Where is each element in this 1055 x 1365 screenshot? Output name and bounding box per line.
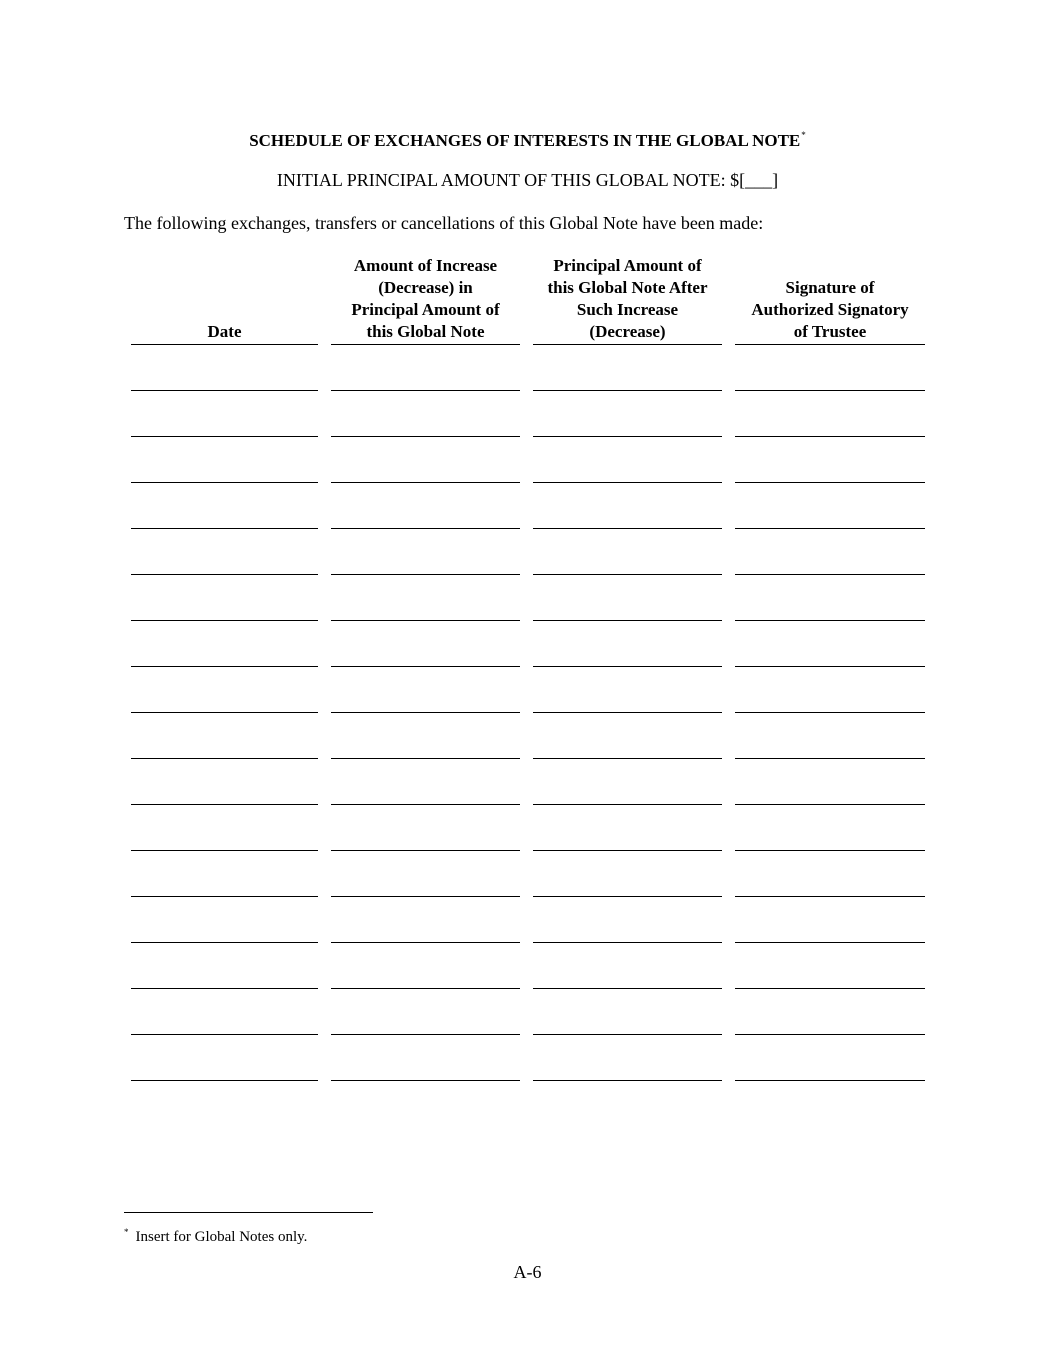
table-cell-blank-line[interactable] <box>131 897 318 943</box>
page-number: A-6 <box>513 1262 542 1282</box>
table-cell-blank-line[interactable] <box>331 575 520 621</box>
table-cell-blank-line[interactable] <box>131 529 318 575</box>
table-cell-blank-line[interactable] <box>331 437 520 483</box>
table-cell-blank-line[interactable] <box>131 713 318 759</box>
table-row <box>131 989 925 1035</box>
column-header-amount-increase-decrease: Amount of Increase (Decrease) in Principal Amount of this Global Note <box>331 255 520 345</box>
table-cell-blank-line[interactable] <box>331 1035 520 1081</box>
table-cell-blank-line[interactable] <box>533 667 722 713</box>
table-cell-blank-line[interactable] <box>735 437 925 483</box>
table-cell-blank-line[interactable] <box>533 851 722 897</box>
table-cell-blank-line[interactable] <box>533 1035 722 1081</box>
table-row <box>131 897 925 943</box>
table-cell-blank-line[interactable] <box>331 529 520 575</box>
initial-principal-line: INITIAL PRINCIPAL AMOUNT OF THIS GLOBAL NOTE: $[___] <box>276 170 779 190</box>
table-cell-blank-line[interactable] <box>533 483 722 529</box>
table-row <box>131 483 925 529</box>
document-title-text: SCHEDULE OF EXCHANGES OF INTERESTS IN THE GLOBAL NOTE <box>249 131 801 150</box>
table-cell-blank-line[interactable] <box>735 621 925 667</box>
table-cell-blank-line[interactable] <box>331 851 520 897</box>
table-cell-blank-line[interactable] <box>735 851 925 897</box>
table-cell-blank-line[interactable] <box>735 345 925 391</box>
footnote-rule <box>124 1212 373 1213</box>
table-cell-blank-line[interactable] <box>735 575 925 621</box>
table-cell-blank-line[interactable] <box>735 989 925 1035</box>
table-cell-blank-line[interactable] <box>131 759 318 805</box>
footnote-text: Insert for Global Notes only. <box>135 1229 308 1245</box>
table-cell-blank-line[interactable] <box>735 805 925 851</box>
footnote <box>124 1222 307 1247</box>
table-cell-blank-line[interactable] <box>735 391 925 437</box>
table-cell-blank-line[interactable] <box>533 575 722 621</box>
table-cell-blank-line[interactable] <box>131 943 318 989</box>
table-cell-blank-line[interactable] <box>533 759 722 805</box>
intro-text: The following exchanges, transfers or cancellations of this Global Note have been made: <box>124 213 764 233</box>
table-cell-blank-line[interactable] <box>331 483 520 529</box>
table-cell-blank-line[interactable] <box>533 805 722 851</box>
table-cell-blank-line[interactable] <box>131 1035 318 1081</box>
table-cell-blank-line[interactable] <box>331 943 520 989</box>
table-body <box>131 345 925 1081</box>
table-row <box>131 621 925 667</box>
table-cell-blank-line[interactable] <box>735 943 925 989</box>
table-cell-blank-line[interactable] <box>735 713 925 759</box>
table-cell-blank-line[interactable] <box>131 391 318 437</box>
table-cell-blank-line[interactable] <box>533 345 722 391</box>
table-cell-blank-line[interactable] <box>533 437 722 483</box>
column-header-principal-after-change: Principal Amount of this Global Note After Such Increase (Decrease) <box>533 255 722 345</box>
table-header-row <box>131 255 925 345</box>
table-cell-blank-line[interactable] <box>131 667 318 713</box>
table-cell-blank-line[interactable] <box>331 989 520 1035</box>
table-row <box>131 851 925 897</box>
table-cell-blank-line[interactable] <box>131 851 318 897</box>
table-cell-blank-line[interactable] <box>131 621 318 667</box>
table-cell-blank-line[interactable] <box>331 759 520 805</box>
table-cell-blank-line[interactable] <box>331 805 520 851</box>
table-cell-blank-line[interactable] <box>331 667 520 713</box>
table-row <box>131 667 925 713</box>
table-cell-blank-line[interactable] <box>735 667 925 713</box>
table-cell-blank-line[interactable] <box>331 345 520 391</box>
table-cell-blank-line[interactable] <box>533 989 722 1035</box>
table-row <box>131 943 925 989</box>
table-cell-blank-line[interactable] <box>533 529 722 575</box>
table-cell-blank-line[interactable] <box>735 759 925 805</box>
table-cell-blank-line[interactable] <box>735 529 925 575</box>
table-cell-blank-line[interactable] <box>331 713 520 759</box>
table-cell-blank-line[interactable] <box>131 575 318 621</box>
table-cell-blank-line[interactable] <box>533 391 722 437</box>
table-row <box>131 575 925 621</box>
table-cell-blank-line[interactable] <box>735 1035 925 1081</box>
table-cell-blank-line[interactable] <box>131 483 318 529</box>
table-cell-blank-line[interactable] <box>331 897 520 943</box>
schedule-table <box>131 255 925 1081</box>
title-footnote-marker: * <box>801 130 806 140</box>
table-row <box>131 345 925 391</box>
document-title <box>0 124 1055 152</box>
table-cell-blank-line[interactable] <box>331 621 520 667</box>
table-cell-blank-line[interactable] <box>131 345 318 391</box>
table-cell-blank-line[interactable] <box>533 621 722 667</box>
table-row <box>131 1035 925 1081</box>
table-cell-blank-line[interactable] <box>533 943 722 989</box>
table-cell-blank-line[interactable] <box>735 897 925 943</box>
table-row <box>131 529 925 575</box>
table-cell-blank-line[interactable] <box>131 437 318 483</box>
table-cell-blank-line[interactable] <box>131 989 318 1035</box>
table-row <box>131 759 925 805</box>
table-cell-blank-line[interactable] <box>735 483 925 529</box>
column-header-date: Date <box>131 255 318 345</box>
column-header-trustee-signature: Signature of Authorized Signatory of Trustee <box>735 255 925 345</box>
table-cell-blank-line[interactable] <box>131 805 318 851</box>
table-cell-blank-line[interactable] <box>331 391 520 437</box>
table-cell-blank-line[interactable] <box>533 897 722 943</box>
table-row <box>131 437 925 483</box>
table-row <box>131 713 925 759</box>
footnote-marker: * <box>124 1227 129 1237</box>
table-row <box>131 391 925 437</box>
table-row <box>131 805 925 851</box>
table-cell-blank-line[interactable] <box>533 713 722 759</box>
